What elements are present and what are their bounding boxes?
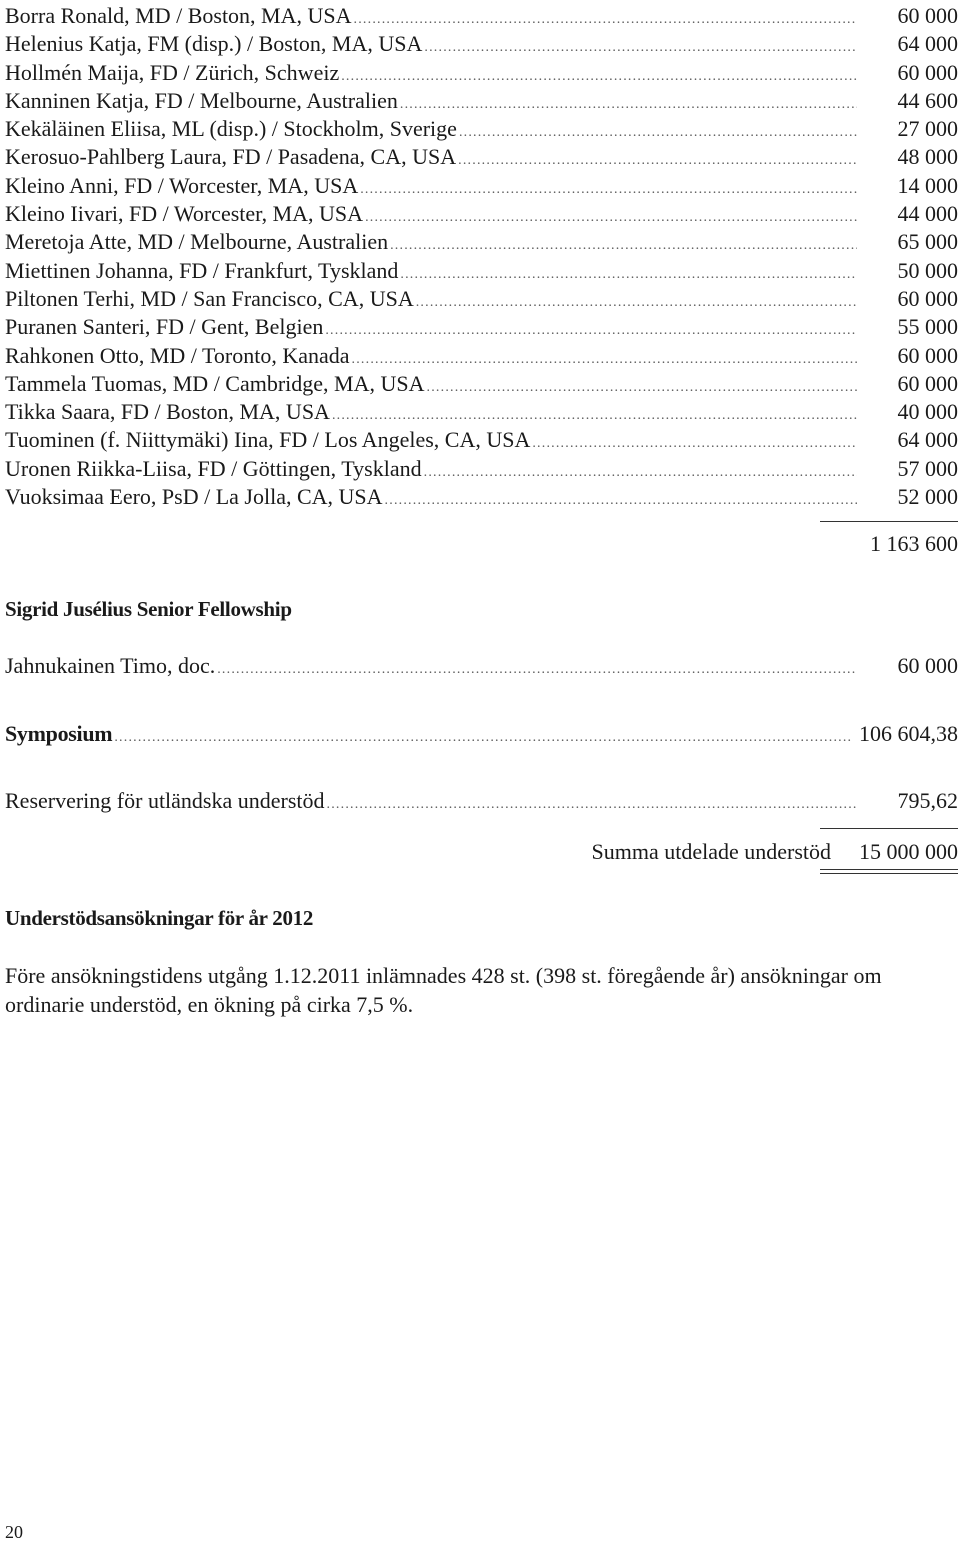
dot-leader xyxy=(424,459,857,487)
grant-row xyxy=(5,342,958,370)
subtotal-amount: 1 163 600 xyxy=(870,531,958,556)
dot-leader xyxy=(360,176,857,204)
grant-row xyxy=(5,257,958,285)
dot-leader xyxy=(427,374,857,402)
grant-row xyxy=(5,483,958,511)
reservation-amount: 795,62 xyxy=(897,788,958,813)
dot-leader xyxy=(325,317,857,345)
total-amount: 15 000 000 xyxy=(859,839,958,864)
dot-leader xyxy=(327,791,857,819)
reservation-label: Reservering för utländska understöd xyxy=(5,788,325,813)
grant-row xyxy=(5,115,958,143)
recipient-name: Vuoksimaa Eero, PsD / La Jolla, CA, USA xyxy=(5,484,383,510)
senior-fellowship-heading: Sigrid Jusélius Senior Fellowship xyxy=(5,597,292,621)
dot-leader xyxy=(416,289,857,317)
grant-row xyxy=(5,2,958,30)
grant-amount: 40 000 xyxy=(897,399,958,425)
recipient-name: Tikka Saara, FD / Boston, MA, USA xyxy=(5,399,330,425)
grant-amount: 57 000 xyxy=(897,455,958,481)
recipient-name: Uronen Riikka-Liisa, FD / Göttingen, Tyskland xyxy=(5,455,422,481)
recipient-name: Miettinen Johanna, FD / Frankfurt, Tyskland xyxy=(5,257,399,283)
total-double-rule xyxy=(820,869,958,874)
recipient-name: Kerosuo-Pahlberg Laura, FD / Pasadena, CA, USA xyxy=(5,144,457,170)
recipient-name: Jahnukainen Timo, doc. xyxy=(5,653,216,678)
grant-amount: 60 000 xyxy=(897,59,958,85)
dot-leader xyxy=(217,656,857,684)
grant-amount: 60 000 xyxy=(897,370,958,396)
grant-amount: 44 600 xyxy=(897,87,958,113)
symposium-row xyxy=(5,720,958,748)
grant-list xyxy=(5,2,958,511)
grant-row xyxy=(5,200,958,228)
grant-amount: 14 000 xyxy=(897,172,958,198)
grant-amount: 65 000 xyxy=(897,229,958,255)
recipient-name: Kanninen Katja, FD / Melbourne, Australien xyxy=(5,87,398,113)
dot-leader xyxy=(352,346,857,374)
recipient-name: Meretoja Atte, MD / Melbourne, Australien xyxy=(5,229,389,255)
grant-amount: 27 000 xyxy=(897,116,958,142)
grant-amount: 60 000 xyxy=(897,653,958,678)
dot-leader xyxy=(532,430,857,458)
grant-amount: 52 000 xyxy=(897,484,958,510)
grant-amount: 50 000 xyxy=(897,257,958,283)
grant-amount: 64 000 xyxy=(897,427,958,453)
grant-amount: 60 000 xyxy=(897,342,958,368)
grant-row xyxy=(5,398,958,426)
dot-leader xyxy=(354,6,857,34)
recipient-name: Borra Ronald, MD / Boston, MA, USA xyxy=(5,3,352,28)
grant-row xyxy=(5,30,958,58)
grant-row xyxy=(5,87,958,115)
total-label: Summa utdelade understöd xyxy=(591,839,831,864)
senior-fellowship-row xyxy=(5,652,958,680)
recipient-name: Kekäläinen Eliisa, ML (disp.) / Stockholm, Sverige xyxy=(5,116,457,142)
dot-leader xyxy=(390,232,857,260)
grant-amount: 44 000 xyxy=(897,201,958,227)
grant-amount: 60 000 xyxy=(897,3,958,28)
recipient-name: Kleino Iivari, FD / Worcester, MA, USA xyxy=(5,201,364,227)
grant-row xyxy=(5,370,958,398)
recipient-name: Helenius Katja, FM (disp.) / Boston, MA, USA xyxy=(5,31,423,57)
total-row xyxy=(591,838,958,866)
dot-leader xyxy=(385,487,857,515)
dot-leader xyxy=(424,34,857,62)
grant-row xyxy=(5,172,958,200)
dot-leader xyxy=(341,63,857,91)
dot-leader xyxy=(365,204,857,232)
subtotal-rule xyxy=(820,521,958,522)
recipient-name: Piltonen Terhi, MD / San Francisco, CA, USA xyxy=(5,285,414,311)
grant-amount: 55 000 xyxy=(897,314,958,340)
grant-row xyxy=(5,426,958,454)
recipient-name: Puranen Santeri, FD / Gent, Belgien xyxy=(5,314,324,340)
applications-heading: Understödsansökningar för år 2012 xyxy=(5,906,314,930)
dot-leader xyxy=(400,261,857,289)
grant-row xyxy=(5,313,958,341)
recipient-name: Rahkonen Otto, MD / Toronto, Kanada xyxy=(5,342,350,368)
grant-amount: 64 000 xyxy=(897,31,958,57)
applications-paragraph: Före ansökningstidens utgång 1.12.2011 inlämnades 428 st. (398 st. föregående år) ansökningar om ordinarie understöd, en ökning på cirka 7,5 %. xyxy=(5,963,882,1017)
recipient-name: Tammela Tuomas, MD / Cambridge, MA, USA xyxy=(5,370,425,396)
dot-leader xyxy=(459,119,857,147)
dot-leader xyxy=(114,724,851,752)
symposium-amount: 106 604,38 xyxy=(859,721,958,746)
grant-row xyxy=(5,285,958,313)
grant-amount: 48 000 xyxy=(897,144,958,170)
recipient-name: Kleino Anni, FD / Worcester, MA, USA xyxy=(5,172,359,198)
dot-leader xyxy=(458,147,857,175)
document-page xyxy=(5,0,958,1544)
grant-amount: 60 000 xyxy=(897,285,958,311)
recipient-name: Tuominen (f. Niittymäki) Iina, FD / Los Angeles, CA, USA xyxy=(5,427,531,453)
grant-row xyxy=(5,59,958,87)
dot-leader xyxy=(400,91,857,119)
page-number: 20 xyxy=(5,1522,23,1542)
symposium-label: Symposium xyxy=(5,721,113,746)
total-top-rule xyxy=(820,828,958,829)
grant-row xyxy=(5,228,958,256)
recipient-name: Hollmén Maija, FD / Zürich, Schweiz xyxy=(5,59,340,85)
grant-row xyxy=(5,455,958,483)
reservation-row xyxy=(5,787,958,815)
grant-row xyxy=(5,143,958,171)
